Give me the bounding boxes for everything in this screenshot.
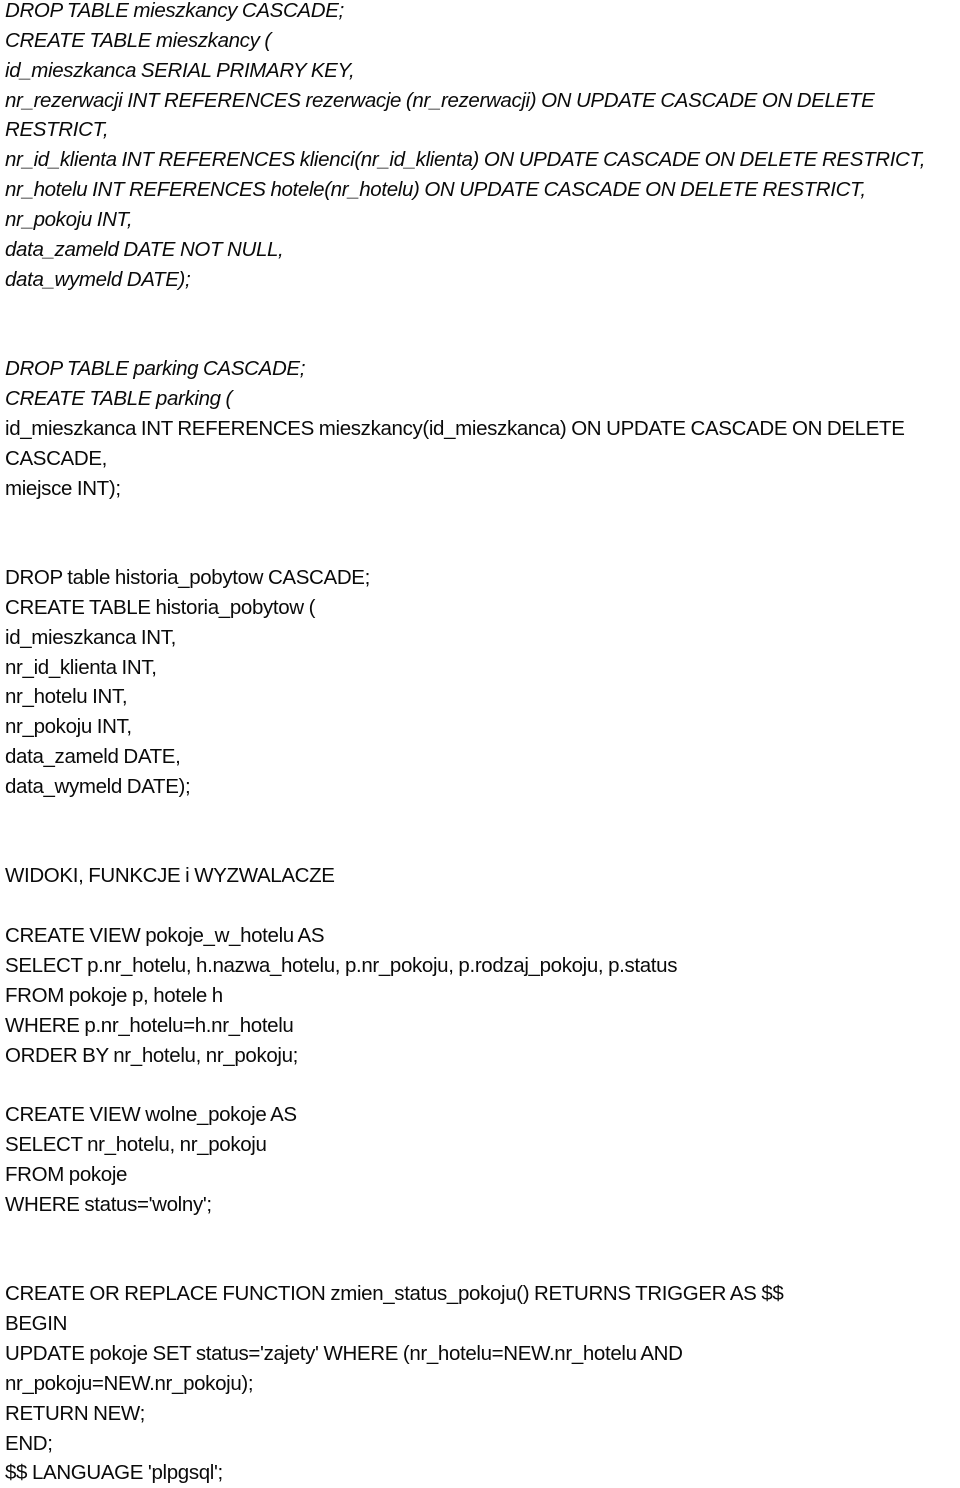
- text-line: END;: [5, 1431, 53, 1455]
- text-line: id_mieszkanca INT,: [5, 625, 176, 649]
- text-line: nr_pokoju INT,: [5, 207, 133, 231]
- text-line: nr_id_klienta INT REFERENCES klienci(nr_id_klienta) ON UPDATE CASCADE ON DELETE RESTRICT,: [5, 148, 926, 172]
- text-line: ORDER BY nr_hotelu, nr_pokoju;: [5, 1043, 299, 1067]
- text-line: $$ LANGUAGE 'plpgsql';: [5, 1461, 223, 1485]
- blank-line: [5, 533, 955, 563]
- text-line: DROP table historia_pobytow CASCADE;: [5, 566, 370, 590]
- text-line: data_wymeld DATE);: [5, 267, 191, 291]
- text-line: SELECT p.nr_hotelu, h.nazwa_hotelu, p.nr_pokoju, p.rodzaj_pokoju, p.status: [5, 954, 678, 977]
- blank-line: [5, 1220, 955, 1250]
- text-line: CREATE OR REPLACE FUNCTION zmien_status_pokoju() RETURNS TRIGGER AS $$: [5, 1282, 784, 1306]
- text-line: nr_rezerwacji INT REFERENCES rezerwacje (nr_rezerwacji) ON UPDATE CASCADE ON DELETE: [5, 88, 875, 112]
- text-line: FROM pokoje: [5, 1162, 128, 1186]
- text-line: CREATE TABLE parking (: [5, 386, 233, 410]
- text-line: WHERE status='wolny';: [5, 1192, 212, 1216]
- text-line: CASCADE,: [5, 446, 108, 470]
- blank-line: [5, 324, 955, 354]
- blank-line: [5, 1249, 955, 1279]
- text-line: nr_pokoju INT,: [5, 715, 132, 739]
- text-line: CREATE TABLE historia_pobytow (: [5, 595, 316, 619]
- text-line: nr_pokoju=NEW.nr_pokoju);: [5, 1371, 254, 1395]
- text-line: RESTRICT,: [5, 118, 109, 142]
- text-line: BEGIN: [5, 1312, 68, 1336]
- text-line: id_mieszkanca SERIAL PRIMARY KEY,: [5, 58, 355, 82]
- blank-line: [5, 294, 955, 324]
- text-line: CREATE VIEW wolne_pokoje AS: [5, 1103, 297, 1127]
- text-line: miejsce INT);: [5, 476, 121, 500]
- text-line: nr_hotelu INT REFERENCES hotele(nr_hotelu) ON UPDATE CASCADE ON DELETE RESTRICT,: [5, 178, 866, 202]
- blank-line: [5, 802, 955, 832]
- text-line: nr_hotelu INT,: [5, 685, 128, 709]
- text-line: data_wymeld DATE);: [5, 774, 191, 798]
- text-line: UPDATE pokoje SET status='zajety' WHERE (nr_hotelu=NEW.nr_hotelu AND: [5, 1341, 683, 1365]
- text-line: WIDOKI, FUNKCJE i WYZWALACZE: [5, 864, 335, 888]
- text-line: id_mieszkanca INT REFERENCES mieszkancy(id_mieszkanca) ON UPDATE CASCADE ON DELETE: [5, 416, 905, 440]
- text-line: DROP TABLE mieszkancy CASCADE;: [5, 0, 344, 22]
- text-line: data_zameld DATE NOT NULL,: [5, 237, 284, 261]
- text-line: SELECT nr_hotelu, nr_pokoju: [5, 1133, 267, 1157]
- text-line: WHERE p.nr_hotelu=h.nr_hotelu: [5, 1013, 294, 1037]
- text-line: DROP TABLE parking CASCADE;: [5, 357, 306, 381]
- text-line: data_zameld DATE,: [5, 745, 181, 769]
- blank-line: [5, 832, 955, 862]
- blank-line: [5, 1070, 955, 1100]
- text-line: RETURN NEW;: [5, 1401, 145, 1425]
- blank-line: [5, 891, 955, 921]
- text-line: FROM pokoje p, hotele h: [5, 983, 223, 1007]
- text-line: CREATE TABLE mieszkancy (: [5, 28, 271, 52]
- text-line: nr_id_klienta INT,: [5, 655, 157, 679]
- blank-line: [5, 503, 955, 533]
- text-line: CREATE VIEW pokoje_w_hotelu AS: [5, 924, 325, 948]
- document-page: [5, 0, 955, 1488]
